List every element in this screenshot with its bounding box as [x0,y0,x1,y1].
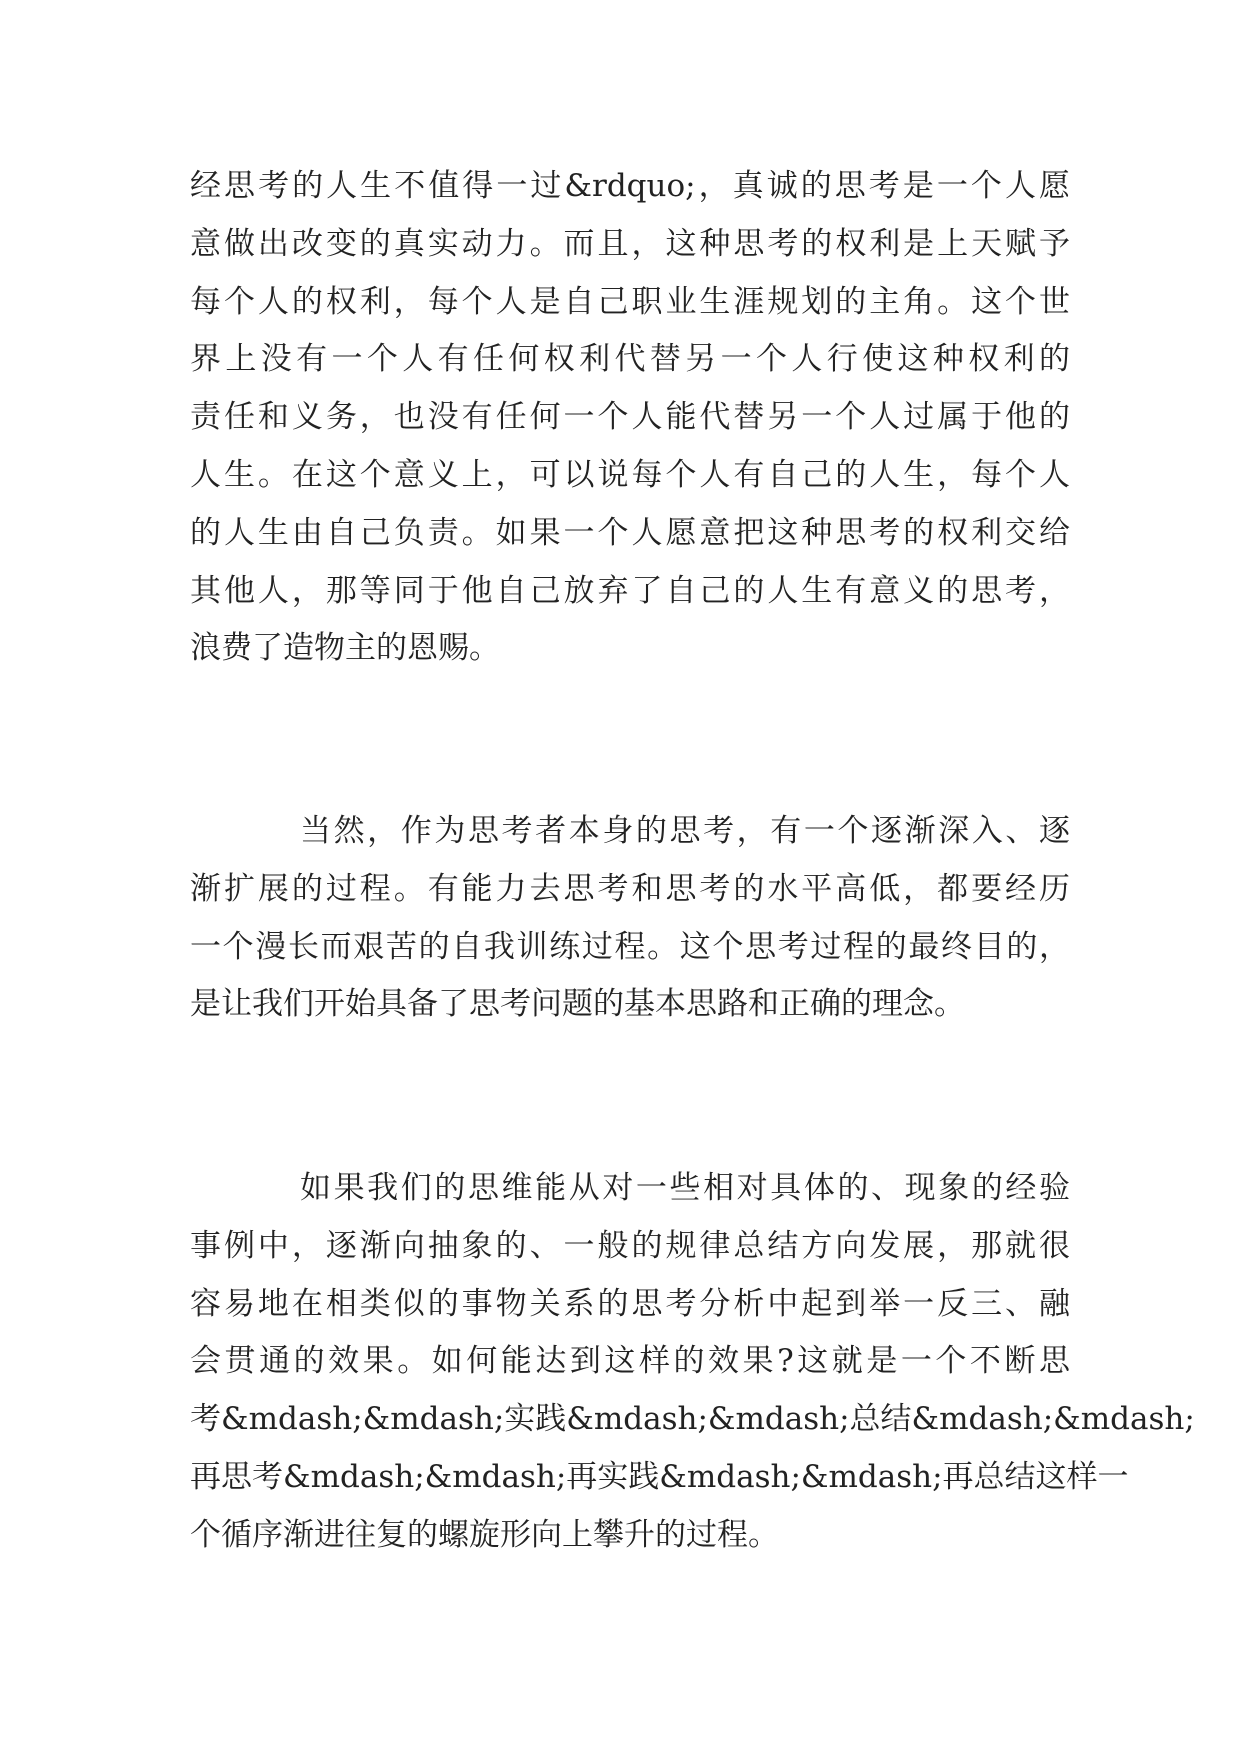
text-line: 人生。在这个意义上，可以说每个人有自己的人生，每个人 [190,456,1070,493]
text-line: 事例中，逐渐向抽象的、一般的规律总结方向发展，那就很 [190,1227,1070,1264]
text-line: 当然，作为思考者本身的思考，有一个逐渐深入、逐 [300,813,1070,849]
text-line: 一个漫长而艰苦的自我训练过程。这个思考过程的最终目的， [190,928,1070,965]
text-line: 界上没有一个人有任何权利代替另一个人行使这种权利的 [190,341,1070,378]
paragraph-2 [190,803,1070,1034]
text-line: 考&mdash;&mdash;实践&mdash;&mdash;总结&mdash;&mdash; [190,1401,1195,1438]
text-line: 容易地在相类似的事物关系的思考分析中起到举一反三、融 [190,1285,1070,1322]
paragraph-1 [190,158,1070,678]
text-line: 如果我们的思维能从对一些相对具体的、现象的经验 [300,1170,1070,1206]
text-line: 意做出改变的真实动力。而且，这种思考的权利是上天赋予 [190,225,1070,262]
text-line: 会贯通的效果。如何能达到这样的效果?这就是一个不断思 [190,1343,1070,1380]
text-line: 再思考&mdash;&mdash;再实践&mdash;&mdash;再总结这样一 [190,1458,1129,1495]
text-line: 责任和义务，也没有任何一个人能代替另一个人过属于他的 [190,399,1070,436]
text-line: 是让我们开始具备了思考问题的基本思路和正确的理念。 [190,986,965,1023]
text-line: 浪费了造物主的恩赐。 [190,630,500,667]
text-line: 其他人，那等同于他自己放弃了自己的人生有意义的思考， [190,572,1070,609]
text-line: 渐扩展的过程。有能力去思考和思考的水平高低，都要经历 [190,870,1070,907]
text-line: 的人生由自己负责。如果一个人愿意把这种思考的权利交给 [190,514,1070,551]
paragraph-3 [190,1160,1195,1565]
text-line: 个循序渐进往复的螺旋形向上攀升的过程。 [190,1516,779,1553]
text-line: 每个人的权利，每个人是自己职业生涯规划的主角。这个世 [190,283,1070,320]
text-line: 经思考的人生不值得一过&rdquo;，真诚的思考是一个人愿 [190,168,1070,204]
